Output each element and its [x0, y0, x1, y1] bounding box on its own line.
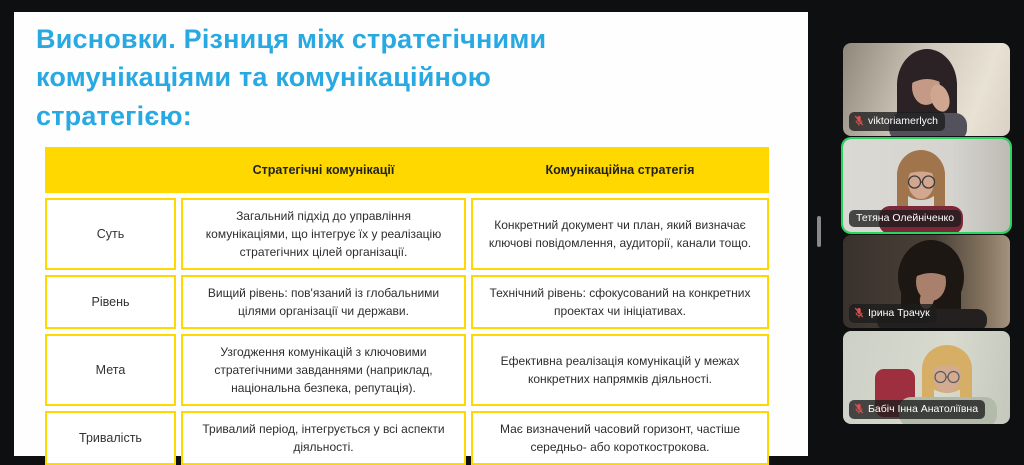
- participant-name: viktoriamerlych: [868, 114, 939, 127]
- table-header-communication-strategy: Комунікаційна стратегія: [545, 162, 695, 177]
- cell-strategic: Вищий рівень: пов'язаний із глобальними цілями організації чи держави.: [181, 275, 466, 329]
- video-tile-tetiana-oleinichenko[interactable]: [843, 139, 1010, 232]
- cell-strategy: Має визначений часовий горизонт, частіше середньо- або короткострокова.: [471, 411, 769, 465]
- table-row: [45, 198, 769, 270]
- table-row: [45, 334, 769, 406]
- video-tile-babich-inna[interactable]: [843, 331, 1010, 424]
- comparison-table: [45, 147, 769, 465]
- video-tile-iryna-trachuk[interactable]: [843, 235, 1010, 328]
- cell-strategic: Узгодження комунікацій з ключовими стратегічними завданнями (наприклад, національна безпека, репутація).: [181, 334, 466, 406]
- participant-name: Ірина Трачук: [868, 306, 930, 319]
- panel-resize-handle[interactable]: [817, 216, 821, 247]
- table-row: [45, 275, 769, 329]
- participant-video-strip: [843, 43, 1010, 427]
- participant-name: Бабіч Інна Анатоліївна: [868, 402, 979, 415]
- muted-mic-icon: [854, 307, 864, 319]
- cell-strategic: Тривалий період, інтегрується у всі аспекти діяльності.: [181, 411, 466, 465]
- table-row: [45, 411, 769, 465]
- participant-name-tag: [849, 304, 937, 323]
- row-label: Рівень: [45, 275, 176, 329]
- muted-mic-icon: [854, 115, 864, 127]
- table-header-strategic-communications: Стратегічні комунікації: [252, 162, 395, 177]
- participant-name-tag: [849, 112, 945, 131]
- table-header-row: [45, 147, 769, 193]
- row-label: Суть: [45, 198, 176, 270]
- video-tile-viktoriamerlych[interactable]: [843, 43, 1010, 136]
- cell-strategy: Технічний рівень: сфокусований на конкретних проектах чи ініціативах.: [471, 275, 769, 329]
- participant-name-tag: [849, 400, 985, 419]
- cell-strategy: Конкретний документ чи план, який визначає ключові повідомлення, аудиторії, канали тощо.: [471, 198, 769, 270]
- participant-name-tag: [849, 210, 961, 228]
- shared-screen-slide: [14, 12, 808, 456]
- slide-title: Висновки. Різниця між стратегічними комунікаціями та комунікаційною стратегією:: [36, 24, 547, 131]
- participant-name: Тетяна Олейніченко: [856, 211, 955, 224]
- cell-strategy: Ефективна реалізація комунікацій у межах конкретних напрямків діяльності.: [471, 334, 769, 406]
- row-label: Мета: [45, 334, 176, 406]
- row-label: Тривалість: [45, 411, 176, 465]
- muted-mic-icon: [854, 403, 864, 415]
- cell-strategic: Загальний підхід до управління комунікаціями, що інтегрує їх у реалізацію стратегічних цілей організації.: [181, 198, 466, 270]
